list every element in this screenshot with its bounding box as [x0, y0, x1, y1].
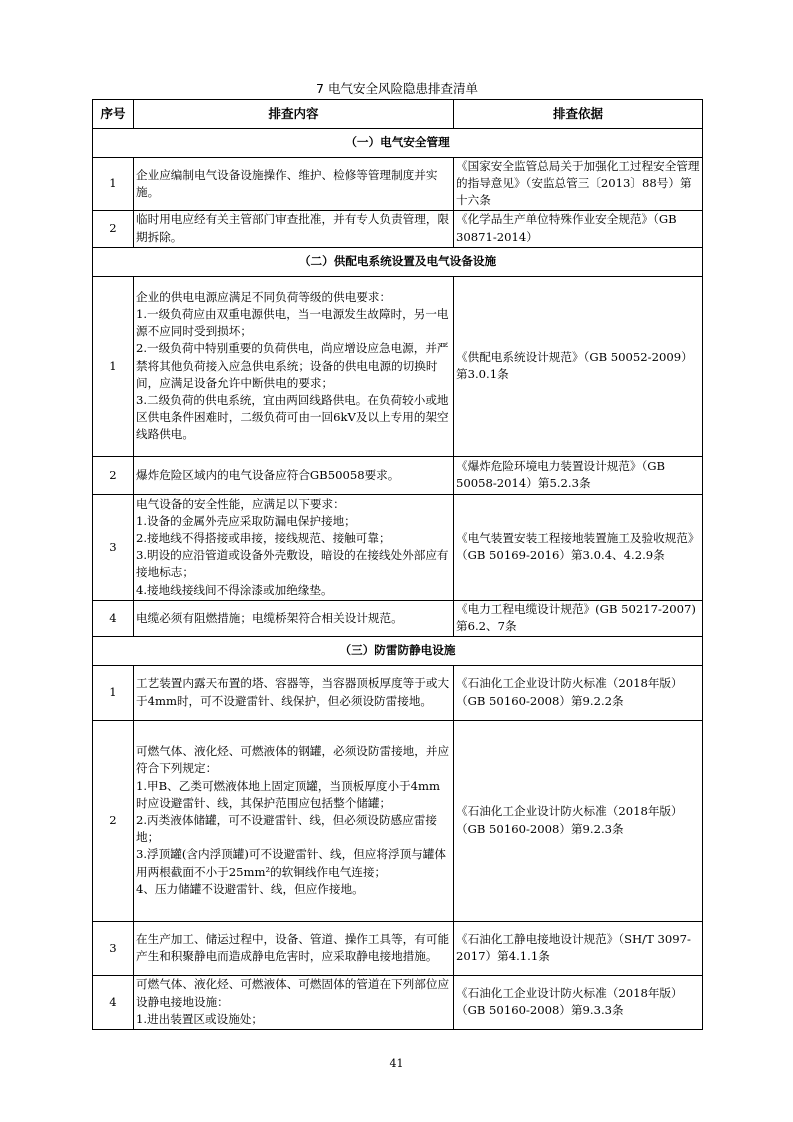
content-line: 爆炸危险区域内的电气设备应符合GB50058要求。 — [136, 467, 400, 482]
content-line: 可燃气体、液化烃、可燃液体的钢罐，必须设防雷接地，并应符合下列规定： — [136, 744, 450, 776]
content-line: 电缆必须有阻燃措施；电缆桥架符合相关设计规范。 — [136, 610, 403, 625]
table-row — [93, 921, 703, 975]
content-line: 3.明设的应沿管道或设备外壳敷设，暗设的在接线处外部应有接地标志； — [136, 548, 449, 580]
row-number: 2 — [93, 720, 134, 921]
section-row — [93, 247, 703, 276]
section-row — [93, 129, 703, 158]
row-content — [134, 456, 454, 494]
row-content — [134, 494, 454, 600]
table-row — [93, 665, 703, 720]
row-content — [134, 665, 454, 720]
content-line: 可燃气体、液化烃、可燃液体、可燃固体的管道在下列部位应设静电接地设施： — [136, 977, 450, 1009]
row-content — [134, 921, 454, 975]
content-line: 临时用电应经有关主管部门审查批准，并有专人负责管理，限期拆除。 — [136, 212, 450, 244]
section-title: （三）防雷防静电设施 — [93, 636, 703, 665]
page-number: 41 — [389, 1057, 404, 1070]
row-content — [134, 210, 454, 247]
row-content — [134, 600, 454, 636]
table-row — [93, 210, 703, 247]
table-header-row — [93, 100, 703, 129]
row-number: 1 — [93, 158, 134, 211]
content-line: 3.二级负荷的供电系统，宜由两回线路供电。在负荷较小或地区供电条件困难时，二级负荷可由一回6kV及以上专用的架空线路供电。 — [136, 392, 449, 442]
content-line: 2.接地线不得搭接或串接，接线规范、接触可靠； — [136, 530, 391, 545]
row-number: 4 — [93, 975, 134, 1029]
table-row — [93, 158, 703, 211]
row-basis: 《石油化工企业设计防火标准（2018年版）（GB 50160-2008）第9.2.2条 — [454, 665, 703, 720]
table-row — [93, 276, 703, 456]
row-basis: 《爆炸危险环境电力装置设计规范》（GB 50058-2014）第5.2.3条 — [454, 456, 703, 494]
row-number: 1 — [93, 665, 134, 720]
content-line: 在生产加工、储运过程中，设备、管道、操作工具等，有可能产生和积聚静电而造成静电危害时，应采取静电接地措施。 — [136, 931, 450, 964]
row-basis: 《电气装置安装工程接地装置施工及验收规范》（GB 50169-2016）第3.0.4、4.2.9条 — [454, 494, 703, 600]
section-row — [93, 636, 703, 665]
row-number: 4 — [93, 600, 134, 636]
row-content — [134, 158, 454, 211]
row-number: 2 — [93, 210, 134, 247]
row-content — [134, 276, 454, 456]
content-line: 工艺装置内露天布置的塔、容器等，当容器顶板厚度等于或大于4mm时，可不设避雷针、线保护，但必须设防雷接地。 — [136, 676, 450, 708]
table-row — [93, 456, 703, 494]
content-line: 2.一级负荷中特别重要的负荷供电，尚应增设应急电源，并严禁将其他负荷接入应急供电系统；设备的供电电源的切换时间，应满足设备允许中断供电的要求； — [136, 341, 449, 390]
table-row — [93, 720, 703, 921]
table-row — [93, 494, 703, 600]
row-basis: 《电力工程电缆设计规范》(GB 50217-2007) 第6.2、7条 — [454, 600, 703, 636]
content-line: 3.浮顶罐(含内浮顶罐)可不设避雷针、线，但应将浮顶与罐体用两根截面不小于25mm²的软铜线作电气连接； — [136, 847, 446, 879]
content-line: 1.进出装置区或设施处； — [136, 1011, 263, 1026]
content-line: 4.接地线接线间不得涂漆或加绝缘垫。 — [136, 582, 333, 597]
table-row — [93, 975, 703, 1029]
row-basis: 《石油化工静电接地设计规范》（SH/T 3097-2017）第4.1.1条 — [454, 921, 703, 975]
content-line: 企业应编制电气设备设施操作、维护、检修等管理制度并实施。 — [136, 167, 438, 199]
document-title: 7 电气安全风险隐患排查清单 — [316, 81, 478, 96]
content-line: 1.设备的金属外壳应采取防漏电保护接地； — [136, 513, 356, 528]
section-title: （二）供配电系统设置及电气设备设施 — [93, 247, 703, 276]
header-content: 排查内容 — [134, 100, 454, 129]
content-line: 企业的供电电源应满足不同负荷等级的供电要求： — [136, 289, 392, 304]
header-basis: 排查依据 — [454, 100, 703, 129]
row-basis: 《石油化工企业设计防火标准（2018年版）（GB 50160-2008）第9.2.3条 — [454, 720, 703, 921]
content-line: 1.一级负荷应由双重电源供电，当一电源发生故障时，另一电源不应同时受到损坏； — [136, 306, 449, 339]
header-no: 序号 — [93, 100, 134, 129]
row-number: 3 — [93, 921, 134, 975]
row-content — [134, 720, 454, 921]
section-title: （一）电气安全管理 — [93, 129, 703, 158]
hazard-checklist-table — [92, 99, 703, 1030]
content-line: 电气设备的安全性能，应满足以下要求： — [136, 496, 345, 511]
row-number: 2 — [93, 456, 134, 494]
row-content — [134, 975, 454, 1029]
row-basis: 《化学品生产单位特殊作业安全规范》（GB 30871-2014） — [454, 210, 703, 247]
content-line: 4、压力储罐不设避雷针、线，但应作接地。 — [136, 881, 364, 896]
row-basis: 《供配电系统设计规范》（GB 50052-2009）第3.0.1条 — [454, 276, 703, 456]
content-line: 2.丙类液体储罐，可不设避雷针、线，但必须设防感应雷接地； — [136, 813, 437, 845]
row-number: 1 — [93, 276, 134, 456]
row-basis: 《国家安全监管总局关于加强化工过程安全管理的指导意见》（安监总管三〔2013〕88号）第十六条 — [454, 158, 703, 211]
table-row — [93, 600, 703, 636]
row-number: 3 — [93, 494, 134, 600]
row-basis: 《石油化工企业设计防火标准（2018年版）（GB 50160-2008）第9.3.3条 — [454, 975, 703, 1029]
content-line: 1.甲B、乙类可燃液体地上固定顶罐，当顶板厚度小于4mm时应设避雷针、线，其保护范围应包括整个储罐； — [136, 778, 441, 810]
